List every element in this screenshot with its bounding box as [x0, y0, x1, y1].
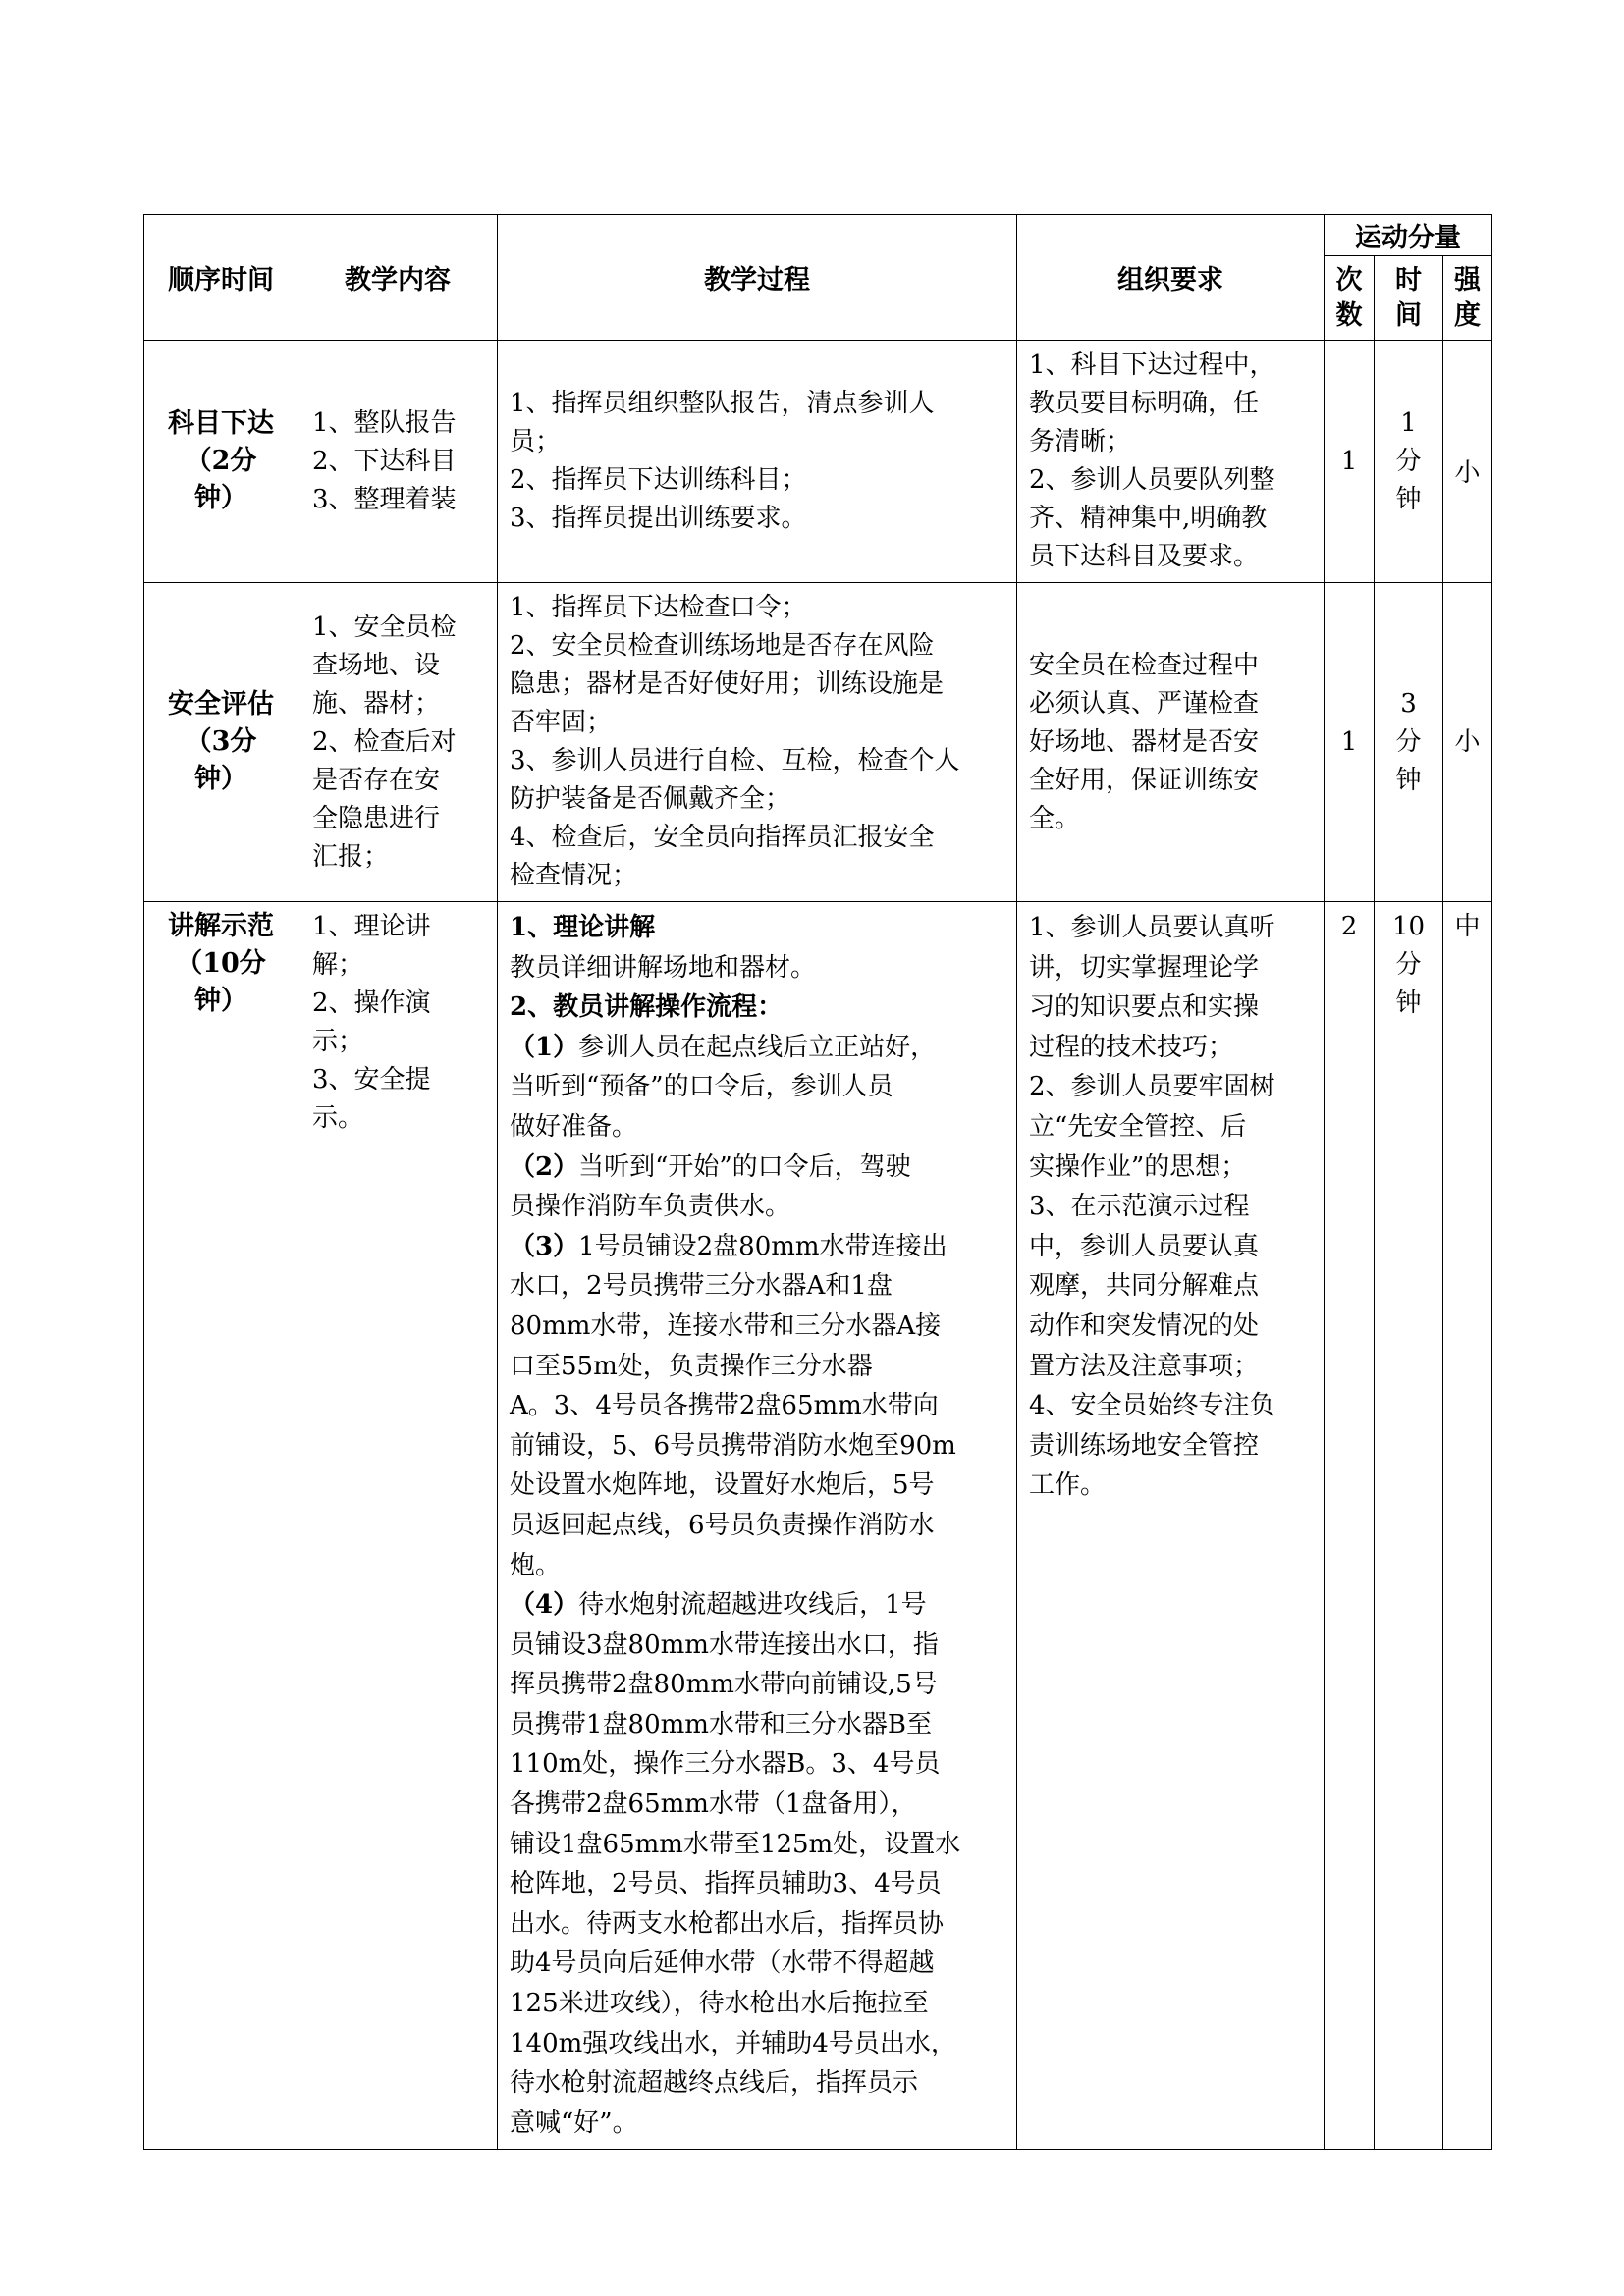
row2-content-line: 1、安全员检 — [312, 612, 457, 642]
row3-order-title: 讲解示范 — [168, 911, 274, 941]
row3-process-line: 125米进攻线），待水枪出水后拖拉至 — [510, 1989, 929, 2019]
row3-content-line: 示； — [312, 1027, 364, 1056]
header-time-1: 时 — [1395, 264, 1422, 295]
row1-time-line: 1 — [1400, 407, 1417, 438]
row3-process-line: 员返回起点线，6号员负责操作消防水 — [510, 1510, 935, 1540]
row2-order-unit: 钟） — [194, 764, 247, 794]
row3-org-line: 3、在示范演示过程 — [1029, 1192, 1250, 1222]
step-text: 待水炮射流超越进攻线后，1号 — [578, 1590, 927, 1621]
row2-org-line: 必须认真、严谨检查 — [1029, 688, 1260, 719]
row3-process-line: 前铺设，5、6号员携带消防水炮至90m — [510, 1430, 956, 1461]
row1-count: 1 — [1325, 341, 1375, 583]
row3-process-line: 水口，2号员携带三分水器A和1盘 — [510, 1271, 893, 1302]
row2-intensity: 小 — [1443, 583, 1492, 902]
step-text: 1号员铺设2盘80mm水带连接出 — [578, 1231, 947, 1261]
row3-time-line: 10 — [1391, 912, 1426, 941]
row3-process-line: 铺设1盘65mm水带至125m处，设置水 — [510, 1829, 961, 1859]
row2-time-line: 钟 — [1395, 765, 1422, 795]
row3-org-line: 观摩，共同分解难点 — [1029, 1271, 1260, 1302]
row3-step2 — [510, 1148, 1004, 1188]
step-text: 当听到“开始”的口令后，驾驶 — [578, 1151, 911, 1182]
header-intensity-2: 度 — [1454, 299, 1481, 331]
header-time-2: 间 — [1395, 299, 1422, 331]
row1-org-line: 1、科目下达过程中， — [1029, 350, 1275, 380]
row2-order-duration: （3分 — [185, 726, 257, 757]
row3-content-line: 1、理论讲 — [312, 912, 431, 941]
row3-process-line: A。3、4号员各携带2盘65mm水带向 — [510, 1391, 939, 1421]
row3-process-line: 出水。待两支水枪都出水后，指挥员协 — [510, 1908, 945, 1939]
header-count-2: 数 — [1335, 299, 1363, 331]
row3-order — [144, 902, 298, 2150]
row3-content-line: 解； — [312, 950, 364, 980]
row3-org-line: 置方法及注意事项； — [1029, 1351, 1260, 1381]
table-row — [144, 902, 1492, 2150]
row2-count: 1 — [1325, 583, 1375, 902]
row3-count: 2 — [1325, 902, 1375, 2150]
row3-process-line: 员操作消防车负责供水。 — [510, 1192, 791, 1222]
row3-step1 — [510, 1028, 1004, 1068]
row3-org-line: 中，参训人员要认真 — [1029, 1231, 1260, 1261]
header-count — [1325, 256, 1375, 341]
table-row — [144, 341, 1492, 583]
row3-process-line: 助4号员向后延伸水带（水带不得超越 — [510, 1949, 935, 1979]
row3-step4 — [510, 1585, 1004, 1626]
row3-org-line: 责训练场地安全管控 — [1029, 1430, 1260, 1461]
row1-intensity: 小 — [1443, 341, 1492, 583]
row2-time-line: 分 — [1395, 726, 1422, 757]
step-label: （3） — [510, 1231, 579, 1261]
row1-order — [144, 341, 298, 583]
row2-content-line: 施、器材； — [312, 688, 441, 719]
step-text: 参训人员在起点线后立正站好， — [578, 1032, 937, 1062]
row2-order-title: 安全评估 — [168, 689, 274, 720]
row1-org-line: 齐、精神集中,明确教 — [1029, 504, 1268, 533]
row2-time — [1375, 583, 1443, 902]
row3-process-line: 炮。 — [510, 1550, 562, 1580]
row2-process — [498, 583, 1017, 902]
row3-process-line: 80mm水带，连接水带和三分水器A接 — [510, 1310, 942, 1341]
row3-process-line: 挥员携带2盘80mm水带向前铺设,5号 — [510, 1670, 938, 1700]
row2-process-line: 1、指挥员下达检查口令； — [510, 593, 807, 622]
row3-time — [1375, 902, 1443, 2150]
row2-content-line: 2、检查后对 — [312, 726, 457, 757]
row3-org-line: 1、参训人员要认真听 — [1029, 913, 1275, 942]
lesson-plan-table — [143, 214, 1492, 2150]
row1-org-line: 员下达科目及要求。 — [1029, 542, 1260, 571]
header-order-time: 顺序时间 — [144, 215, 298, 341]
row2-org-line: 安全员在检查过程中 — [1029, 650, 1260, 680]
row3-process-line: 意喊“好”。 — [510, 2108, 638, 2138]
row1-time-line: 钟 — [1395, 484, 1422, 514]
row2-content-line: 查场地、设 — [312, 650, 441, 680]
row3-process — [498, 902, 1017, 2150]
row3-process-line: 处设置水炮阵地，设置好水炮后，5号 — [510, 1470, 935, 1501]
row1-org-line: 教员要目标明确，任 — [1029, 389, 1260, 418]
row2-content — [298, 583, 498, 902]
row1-time — [1375, 341, 1443, 583]
row2-time-line: 3 — [1400, 688, 1417, 719]
row1-process-line: 3、指挥员提出训练要求。 — [510, 504, 807, 533]
row3-intensity: 中 — [1443, 902, 1492, 2150]
row3-org-line: 工作。 — [1029, 1470, 1107, 1501]
header-time — [1375, 256, 1443, 341]
row1-org-line: 2、参训人员要队列整 — [1029, 465, 1275, 495]
row3-process-line: 待水枪射流超越终点线后，指挥员示 — [510, 2068, 919, 2099]
row3-org-line: 讲，切实掌握理论学 — [1029, 952, 1260, 983]
row2-process-line: 2、安全员检查训练场地是否存在风险 — [510, 631, 935, 661]
row1-content-line: 2、下达科目 — [312, 446, 457, 476]
row2-process-line: 检查情况； — [510, 861, 638, 890]
row3-process-line: 110m处，操作三分水器B。3、4号员 — [510, 1749, 941, 1780]
row3-process-line: 教员详细讲解场地和器材。 — [510, 952, 817, 983]
row2-content-line: 汇报； — [312, 841, 390, 872]
row1-content — [298, 341, 498, 583]
row3-process-heading: 2、教员讲解操作流程： — [510, 992, 784, 1023]
row3-org — [1017, 902, 1325, 2150]
row1-time-line: 分 — [1395, 446, 1422, 476]
header-intensity — [1443, 256, 1492, 341]
row1-process-line: 员； — [510, 427, 562, 456]
row2-org-line: 全。 — [1029, 803, 1081, 833]
header-teaching-content: 教学内容 — [298, 215, 498, 341]
row1-org-line: 务清晰； — [1029, 427, 1132, 456]
step-label: （1） — [510, 1032, 579, 1062]
row3-process-line: 做好准备。 — [510, 1111, 638, 1142]
row3-process-line: 140m强攻线出水，并辅助4号员出水， — [510, 2028, 956, 2058]
row3-process-line: 当听到“预备”的口令后，参训人员 — [510, 1072, 893, 1102]
row1-content-line: 1、整队报告 — [312, 407, 457, 438]
row3-order-unit: 钟） — [194, 986, 247, 1016]
row2-order — [144, 583, 298, 902]
row3-order-duration: （10分 — [176, 948, 266, 979]
row1-org — [1017, 341, 1325, 583]
row3-content — [298, 902, 498, 2150]
row3-time-line: 钟 — [1395, 988, 1422, 1018]
row3-content-line: 2、操作演 — [312, 988, 431, 1018]
row3-process-line: 员携带1盘80mm水带和三分水器B至 — [510, 1709, 933, 1739]
header-count-1: 次 — [1335, 264, 1363, 295]
row3-org-line: 4、安全员始终专注负 — [1029, 1391, 1275, 1421]
row2-process-line: 隐患；器材是否好使好用；训练设施是 — [510, 669, 945, 699]
header-intensity-1: 强 — [1454, 264, 1481, 295]
row3-org-line: 动作和突发情况的处 — [1029, 1310, 1260, 1341]
row2-org-line: 好场地、器材是否安 — [1029, 726, 1260, 757]
row3-process-line: 员铺设3盘80mm水带连接出水口，指 — [510, 1629, 939, 1660]
step-label: （2） — [510, 1151, 579, 1182]
row3-org-line: 实操作业”的思想； — [1029, 1151, 1247, 1182]
row3-process-line: 各携带2盘65mm水带（1盘备用）， — [510, 1789, 917, 1820]
row2-org-line: 全好用，保证训练安 — [1029, 765, 1260, 795]
row3-org-line: 习的知识要点和实操 — [1029, 992, 1260, 1023]
table-row — [144, 583, 1492, 902]
row1-process-line: 2、指挥员下达训练科目； — [510, 465, 807, 495]
row3-process-line: 口至55m处，负责操作三分水器 — [510, 1351, 873, 1381]
row1-order-title: 科目下达 — [168, 408, 274, 439]
row2-process-line: 4、检查后，安全员向指挥员汇报安全 — [510, 823, 935, 852]
step-label: （4） — [510, 1590, 579, 1621]
row1-order-duration: （2分 — [185, 446, 257, 476]
row3-step3 — [510, 1227, 1004, 1267]
row2-org — [1017, 583, 1325, 902]
row1-process — [498, 341, 1017, 583]
row3-org-line: 立“先安全管控、后 — [1029, 1111, 1247, 1142]
row2-process-line: 防护装备是否佩戴齐全； — [510, 784, 791, 814]
row3-org-line: 2、参训人员要牢固树 — [1029, 1072, 1275, 1102]
row2-content-line: 全隐患进行 — [312, 803, 441, 833]
header-organization-requirements: 组织要求 — [1017, 215, 1325, 341]
row3-time-line: 分 — [1395, 950, 1422, 980]
row3-process-heading: 1、理论讲解 — [510, 913, 656, 942]
row1-content-line: 3、整理着装 — [312, 484, 457, 514]
row2-process-line: 否牢固； — [510, 708, 613, 737]
row1-order-unit: 钟） — [194, 483, 247, 513]
header-teaching-process: 教学过程 — [498, 215, 1017, 341]
row3-content-line: 3、安全提 — [312, 1065, 431, 1095]
row3-org-line: 过程的技术技巧； — [1029, 1032, 1234, 1062]
row2-content-line: 是否存在安 — [312, 765, 441, 795]
row1-process-line: 1、指挥员组织整队报告，清点参训人 — [510, 389, 935, 418]
row3-process-line: 枪阵地，2号员、指挥员辅助3、4号员 — [510, 1869, 942, 1899]
header-exercise-load: 运动分量 — [1325, 215, 1492, 256]
row3-content-line: 示。 — [312, 1103, 364, 1133]
row2-process-line: 3、参训人员进行自检、互检，检查个人 — [510, 746, 960, 775]
